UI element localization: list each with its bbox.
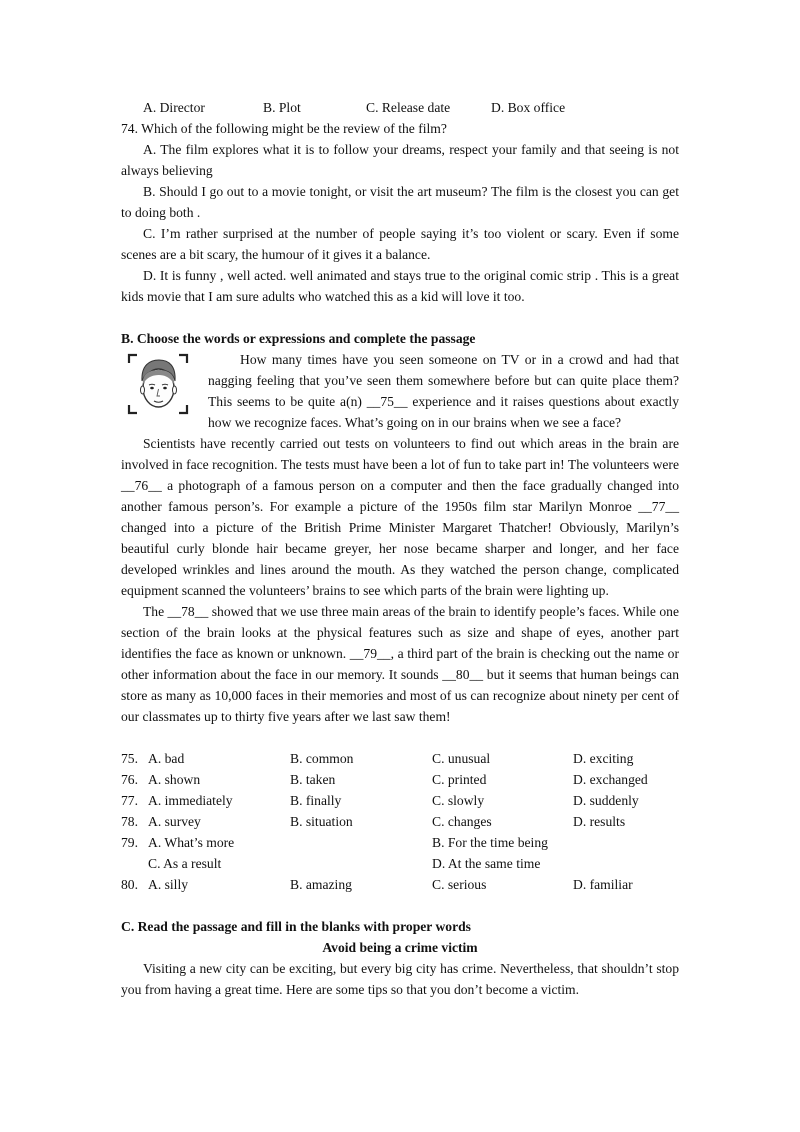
option-d: D. exciting xyxy=(573,751,634,766)
option-a: A. bad xyxy=(148,751,185,766)
question-number: 80. xyxy=(121,877,138,892)
option-a: A. What’s more xyxy=(148,835,235,850)
question-number: 79. xyxy=(121,835,138,850)
option-c: C. changes xyxy=(432,814,492,829)
option-d: D. exchanged xyxy=(573,772,648,787)
question-number: 78. xyxy=(121,814,138,829)
q73-option-d: D. Box office xyxy=(491,100,566,115)
face-recognition-icon xyxy=(126,351,190,417)
option-a: A. survey xyxy=(148,814,201,829)
q73-option-a: A. Director xyxy=(143,100,205,115)
option-c: C. unusual xyxy=(432,751,491,766)
passage-paragraph-1: How many times have you seen someone on TV or in a crowd and had that nagging feeling that you’ve seen them somewhere before but can quite place them? This seems to be quite a(n) __75__ experience and it raises questions about exactly how we recognize faces. What’s going on in our brains when we see a face? xyxy=(208,352,679,430)
option-b: B. common xyxy=(290,751,354,766)
options-row xyxy=(121,874,679,895)
option-b xyxy=(290,853,432,874)
option-c: C. slowly xyxy=(432,793,485,808)
option-a: A. shown xyxy=(148,772,201,787)
options-row xyxy=(121,790,679,811)
question-number: 75. xyxy=(121,751,138,766)
section-c-title: Avoid being a crime victim xyxy=(322,940,478,955)
section-b-heading: B. Choose the words or expressions and complete the passage xyxy=(121,331,476,346)
option-d xyxy=(573,853,679,874)
question-number: 77. xyxy=(121,793,138,808)
option-c: D. At the same time xyxy=(432,856,541,871)
option-a: A. silly xyxy=(148,877,189,892)
section-c-paragraph: Visiting a new city can be exciting, but every big city has crime. Nevertheless, that shouldn’t stop you from having a great time. Here are some tips so that you don’t become a victim. xyxy=(121,961,679,997)
options-table xyxy=(121,748,679,895)
question-number xyxy=(121,853,148,874)
q74-option-c: C. I’m rather surprised at the number of people saying it’s too violent or scary. Even if some scenes are a bit scary, the humour of it gives it a balance. xyxy=(121,226,679,262)
option-d: D. results xyxy=(573,814,626,829)
q73-option-c: C. Release date xyxy=(366,100,451,115)
q74-option-d: D. It is funny , well acted. well animated and stays true to the original comic strip . This is a great kids movie that I am sure adults who watched this as a kid will love it too. xyxy=(121,268,679,304)
q73-option-b: B. Plot xyxy=(263,100,301,115)
q74-option-a: A. The film explores what it is to follow your dreams, respect your family and that seeing is not always believing xyxy=(121,142,679,178)
question-number: 76. xyxy=(121,772,138,787)
option-a: C. As a result xyxy=(148,856,222,871)
section-b-intro xyxy=(121,349,679,433)
document-page xyxy=(121,97,679,1000)
options-row xyxy=(121,811,679,832)
option-b: B. taken xyxy=(290,772,336,787)
option-d: D. familiar xyxy=(573,877,633,892)
option-b xyxy=(290,832,432,853)
q74-question: 74. Which of the following might be the review of the film? xyxy=(121,121,447,136)
option-b: B. amazing xyxy=(290,877,352,892)
q73-options xyxy=(121,97,679,118)
option-a: A. immediately xyxy=(148,793,233,808)
section-c-heading: C. Read the passage and fill in the blanks with proper words xyxy=(121,919,471,934)
option-b: B. finally xyxy=(290,793,342,808)
option-c: C. serious xyxy=(432,877,487,892)
options-row xyxy=(121,748,679,769)
option-b: B. situation xyxy=(290,814,353,829)
option-c: C. printed xyxy=(432,772,487,787)
options-row xyxy=(121,853,679,874)
options-row xyxy=(121,832,679,853)
q74-option-b: B. Should I go out to a movie tonight, or visit the art museum? The film is the closest you can get to doing both . xyxy=(121,184,679,220)
passage-paragraph-3: The __78__ showed that we use three main areas of the brain to identify people’s faces. While one section of the brain looks at the physical features such as size and shape of eyes, another part identifies the face as known or unknown. __79__, a third part of the brain is checking out the name or other information about the face in our memory. It sounds __80__ but it seems that human beings can store as many as 10,000 faces in their memories and most of us can recognize about ninety per cent of our classmates up to thirty five years after we last saw them! xyxy=(121,604,679,724)
option-d: D. suddenly xyxy=(573,793,639,808)
option-c: B. For the time being xyxy=(432,835,548,850)
option-d xyxy=(573,832,679,853)
options-row xyxy=(121,769,679,790)
passage-paragraph-2: Scientists have recently carried out tests on volunteers to find out which areas in the brain are involved in face recognition. The tests must have been a lot of fun to take part in! The volunteers were __76__ a photograph of a famous person on a computer and then the face gradually changed into another famous person’s. For example a picture of the 1950s film star Marilyn Monroe __77__ changed into a picture of the British Prime Minister Margaret Thatcher! Obviously, Marilyn’s beautiful curly blonde hair became greyer, her nose became sharper and longer, and her face developed wrinkles and lines around the mouth. As they watched the person change, complicated equipment scanned the volunteers’ brains to see which parts of the brain were lighting up. xyxy=(121,436,679,598)
